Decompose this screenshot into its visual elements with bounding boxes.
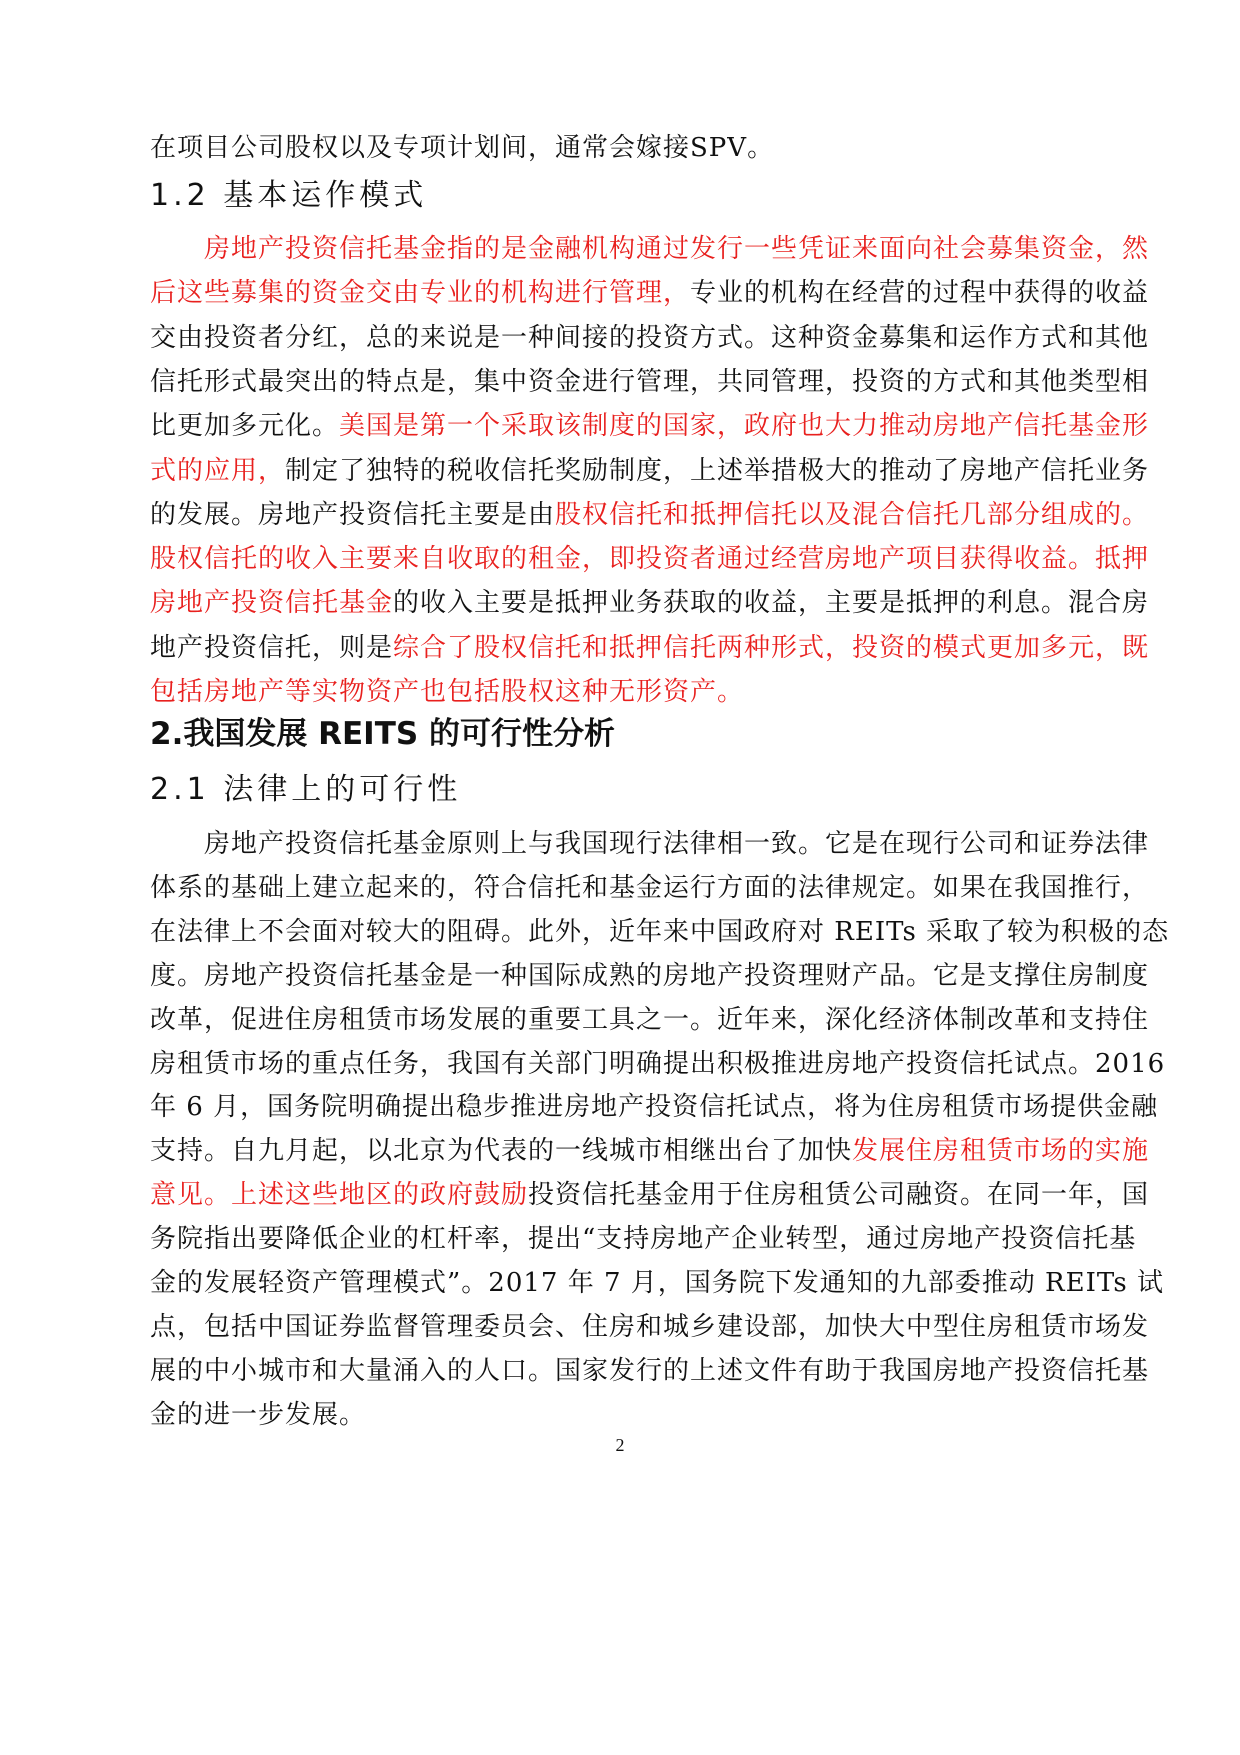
- section-heading-2-1: 2.1 法律上的可行性: [150, 772, 462, 807]
- paragraph-line: [150, 586, 1150, 620]
- body-text: 在法律上不会面对较大的阻碍。此外，近年来中国政府对 REITs 采取了较为积极的态: [150, 916, 1170, 947]
- highlighted-text: 意见。上述这些地区的政府鼓励: [150, 1180, 529, 1211]
- paragraph-line: 在项目公司股权以及专项计划间，通常会嫁接SPV。: [150, 133, 775, 163]
- paragraph-line: [150, 454, 1150, 488]
- highlighted-text: 房地产投资信托基金: [150, 588, 394, 619]
- highlighted-text: 包括房地产等实物资产也包括股权这种无形资产。: [150, 677, 745, 707]
- paragraph-line: [150, 959, 1150, 993]
- body-text: 投资信托基金用于住房租赁公司融资。在同一年，国: [528, 1180, 1150, 1211]
- body-text: 信托形式最突出的特点是，集中资金进行管理，共同管理，投资的方式和其他类型相: [150, 366, 1150, 397]
- body-text: 的收入主要是抵押业务获取的收益，主要是抵押的利息。混合房: [393, 588, 1150, 619]
- body-text: 比更加多元化。: [150, 411, 340, 442]
- paragraph-line: [150, 631, 1150, 665]
- body-text: 金的发展轻资产管理模式”。2017 年 7 月，国务院下发通知的九部委推动 REITs 试: [150, 1268, 1164, 1298]
- paragraph-line: [150, 915, 1170, 949]
- body-text: 支持。自九月起，以北京为代表的一线城市相继出台了加快: [150, 1136, 853, 1167]
- paragraph-line: [150, 321, 1150, 355]
- highlighted-text: 房地产投资信托基金指的是金融机构通过发行一些凭证来面向社会募集资金，然: [204, 234, 1150, 264]
- paragraph-line: [150, 1398, 1092, 1432]
- paragraph-line: [150, 1266, 1164, 1300]
- paragraph-line: [150, 365, 1150, 399]
- paragraph-line: [150, 276, 1150, 310]
- paragraph-line: [150, 232, 1150, 266]
- paragraph-line: [150, 498, 1150, 532]
- paragraph-line: [150, 1134, 1150, 1168]
- body-text: 金的进一步发展。: [150, 1399, 367, 1430]
- body-text: 务院指出要降低企业的杠杆率，提出“支持房地产企业转型，通过房地产投资信托基: [150, 1224, 1137, 1255]
- body-text: 的发展。房地产投资信托主要是由: [150, 499, 556, 530]
- highlighted-text: 综合了股权信托和抵押信托两种形式，投资的模式更加多元，既: [393, 632, 1150, 663]
- highlighted-text: 股权信托和抵押信托以及混合信托几部分组成的。: [555, 499, 1150, 530]
- paragraph-line: [150, 1047, 1166, 1081]
- body-text: 度。房地产投资信托基金是一种国际成熟的房地产投资理财产品。它是支撑住房制度: [150, 960, 1150, 991]
- body-text: 地产投资信托，则是: [150, 632, 394, 663]
- body-text: 年 6 月，国务院明确提出稳步推进房地产投资信托试点，将为住房租赁市场提供金融: [150, 1092, 1159, 1123]
- body-text: 专业的机构在经营的过程中获得的收益: [690, 278, 1150, 309]
- body-text: [150, 234, 204, 264]
- paragraph-line: [150, 1178, 1150, 1212]
- highlighted-text: 美国是第一个采取该制度的国家，政府也大力推动房地产信托基金形: [339, 411, 1150, 442]
- paragraph-line: [150, 542, 1150, 576]
- body-text: 房地产投资信托基金原则上与我国现行法律相一致。它是在现行公司和证券法律: [150, 829, 1150, 859]
- paragraph-line: [150, 409, 1150, 443]
- highlighted-text: 后这些募集的资金交由专业的机构进行管理，: [150, 278, 691, 309]
- paragraph-line: [150, 827, 1150, 861]
- section-heading-1-2: 1.2 基本运作模式: [150, 178, 428, 213]
- paragraph-line: [150, 1310, 1150, 1344]
- body-text: 交由投资者分红，总的来说是一种间接的投资方式。这种资金募集和运作方式和其他: [150, 322, 1150, 353]
- paragraph-line: [150, 675, 1092, 709]
- highlighted-text: 股权信托的收入主要来自收取的租金，即投资者通过经营房地产项目获得收益。抵押: [150, 544, 1150, 575]
- body-text: 展的中小城市和大量涌入的人口。国家发行的上述文件有助于我国房地产投资信托基: [150, 1355, 1150, 1386]
- paragraph-line: [150, 871, 1150, 905]
- paragraph-line: [150, 1222, 1137, 1256]
- body-text: 点，包括中国证券监督管理委员会、住房和城乡建设部，加快大中型住房租赁市场发: [150, 1311, 1150, 1342]
- chapter-heading-2: 2.我国发展 REITS 的可行性分析: [150, 716, 615, 752]
- body-text: 体系的基础上建立起来的，符合信托和基金运行方面的法律规定。如果在我国推行，: [150, 872, 1150, 903]
- page-number: 2: [615, 1435, 625, 1455]
- highlighted-text: 发展住房租赁市场的实施: [852, 1136, 1150, 1167]
- body-text: 房租赁市场的重点任务，我国有关部门明确提出积极推进房地产投资信托试点。2016: [150, 1048, 1166, 1079]
- body-text: 改革，促进住房租赁市场发展的重要工具之一。近年来，深化经济体制改革和支持住: [150, 1004, 1150, 1035]
- paragraph-line: [150, 1090, 1159, 1124]
- body-text: 制定了独特的税收信托奖励制度，上述举措极大的推动了房地产信托业务: [285, 455, 1150, 486]
- highlighted-text: 式的应用，: [150, 455, 286, 486]
- paragraph-line: [150, 1354, 1150, 1388]
- paragraph-line: [150, 1003, 1150, 1037]
